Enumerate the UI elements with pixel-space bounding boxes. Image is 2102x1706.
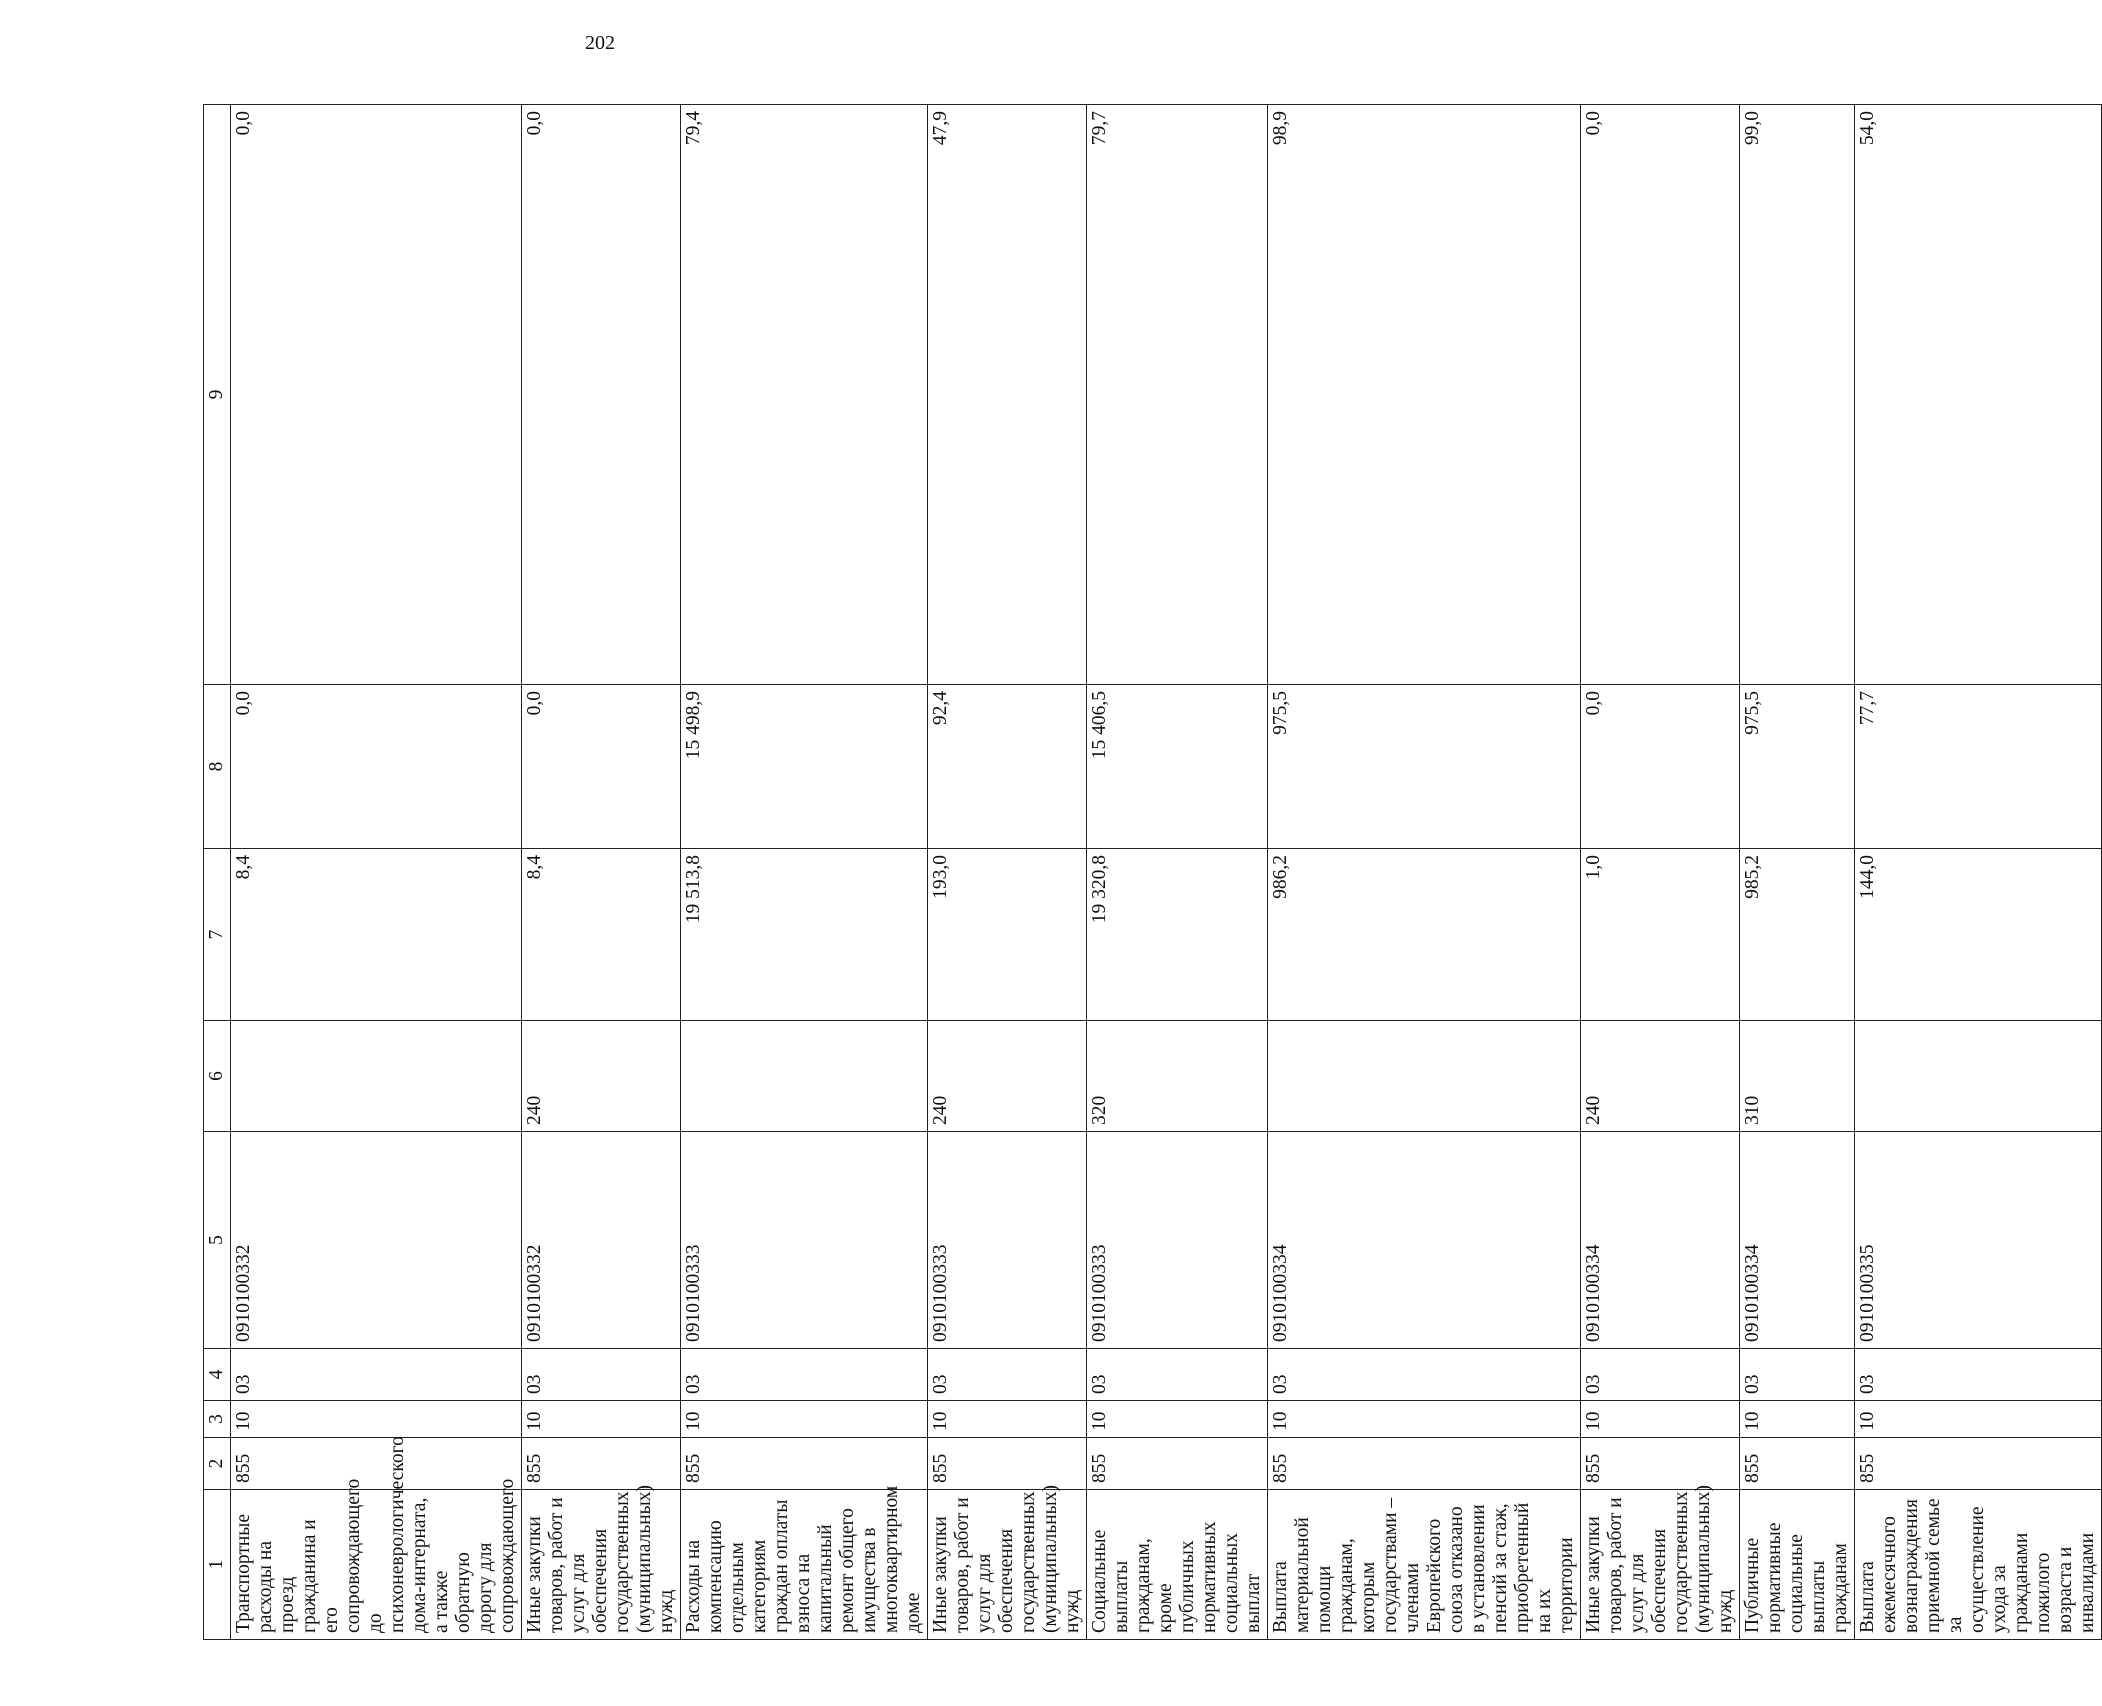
table-row [1087, 105, 1268, 1640]
table-cell-col2: 855 [1087, 1438, 1268, 1490]
table-cell-col8: 975,5 [1740, 685, 1855, 849]
table-cell-col5: 0910100334 [1581, 1132, 1740, 1349]
column-header: 5 [204, 1132, 231, 1349]
table-cell-col5: 0910100332 [522, 1132, 681, 1349]
table-cell-col7: 19 513,8 [681, 849, 928, 1021]
table-header-row [204, 105, 231, 1640]
table-cell-col4: 03 [928, 1349, 1087, 1401]
table-cell-col8: 0,0 [231, 685, 522, 849]
table-cell-col3: 10 [1740, 1401, 1855, 1438]
table-cell-col4: 03 [522, 1349, 681, 1401]
table-row [1581, 105, 1740, 1640]
table-cell-col6 [1268, 1021, 1581, 1132]
column-header: 9 [204, 105, 231, 685]
table-cell-col1: Иные закупки товаров, работ и услуг для обеспечения государственных (муниципальных) нужд [1581, 1490, 1740, 1640]
column-header: 8 [204, 685, 231, 849]
table-cell-col7: 985,2 [1740, 849, 1855, 1021]
table-row [522, 105, 681, 1640]
table-cell-col2: 855 [1740, 1438, 1855, 1490]
table-cell-col6 [1855, 1021, 2102, 1132]
table-cell-col4: 03 [681, 1349, 928, 1401]
table-cell-col9: 0,0 [231, 105, 522, 685]
table-cell-col6: 240 [1581, 1021, 1740, 1132]
table-cell-col2: 855 [1268, 1438, 1581, 1490]
table-cell-col8: 15 406,5 [1087, 685, 1268, 849]
table-cell-col7: 19 320,8 [1087, 849, 1268, 1021]
budget-table [203, 104, 2102, 1640]
column-header: 2 [204, 1438, 231, 1490]
table-cell-col1: Иные закупки товаров, работ и услуг для обеспечения государственных (муниципальных) нужд [522, 1490, 681, 1640]
table-cell-col7: 193,0 [928, 849, 1087, 1021]
column-header: 6 [204, 1021, 231, 1132]
table-cell-col3: 10 [522, 1401, 681, 1438]
table-cell-col8: 92,4 [928, 685, 1087, 849]
table-cell-col7: 144,0 [1855, 849, 2102, 1021]
table-cell-col9: 79,7 [1087, 105, 1268, 685]
table-cell-col7: 8,4 [522, 849, 681, 1021]
table-cell-col1: Транспортные расходы на проезд гражданина и его сопровождающего до психоневрологического дома-интерната, а также обратную дорогу для сопровождающего [231, 1490, 522, 1640]
column-header: 4 [204, 1349, 231, 1401]
table-row [231, 105, 522, 1640]
table-cell-col4: 03 [1268, 1349, 1581, 1401]
page-number: 202 [585, 32, 615, 54]
table-cell-col8: 975,5 [1268, 685, 1581, 849]
table-cell-col8: 15 498,9 [681, 685, 928, 849]
table-cell-col5: 0910100334 [1740, 1132, 1855, 1349]
table-cell-col5: 0910100332 [231, 1132, 522, 1349]
table-cell-col3: 10 [1581, 1401, 1740, 1438]
table-cell-col6 [681, 1021, 928, 1132]
table-cell-col1: Выплата ежемесячного вознаграждения приемной семье за осуществление ухода за гражданами пожилого возраста и инвалидами [1855, 1490, 2102, 1640]
table-cell-col1: Выплата материальной помощи гражданам, которым государствами – членами Европейского союза отказано в установлении пенсий за стаж, приобретенный на их территории [1268, 1490, 1581, 1640]
table-cell-col9: 0,0 [1581, 105, 1740, 685]
table-cell-col7: 8,4 [231, 849, 522, 1021]
table-cell-col2: 855 [928, 1438, 1087, 1490]
table-cell-col2: 855 [231, 1438, 522, 1490]
column-header: 1 [204, 1490, 231, 1640]
table-cell-col3: 10 [1855, 1401, 2102, 1438]
table-cell-col3: 10 [1268, 1401, 1581, 1438]
table-cell-col2: 855 [522, 1438, 681, 1490]
table-row [681, 105, 928, 1640]
table-cell-col3: 10 [928, 1401, 1087, 1438]
table-cell-col7: 986,2 [1268, 849, 1581, 1021]
table-cell-col2: 855 [1855, 1438, 2102, 1490]
table-cell-col1: Публичные нормативные социальные выплаты гражданам [1740, 1490, 1855, 1640]
table-cell-col9: 98,9 [1268, 105, 1581, 685]
table-cell-col2: 855 [681, 1438, 928, 1490]
table-cell-col7: 1,0 [1581, 849, 1740, 1021]
table-cell-col6: 240 [928, 1021, 1087, 1132]
table-cell-col5: 0910100334 [1268, 1132, 1581, 1349]
table-cell-col6 [231, 1021, 522, 1132]
rotated-table-container [203, 105, 2098, 1640]
column-header: 7 [204, 849, 231, 1021]
table-cell-col4: 03 [1740, 1349, 1855, 1401]
table-row [928, 105, 1087, 1640]
table-cell-col8: 0,0 [522, 685, 681, 849]
table-cell-col5: 0910100333 [1087, 1132, 1268, 1349]
table-cell-col9: 99,0 [1740, 105, 1855, 685]
table-cell-col8: 77,7 [1855, 685, 2102, 849]
table-cell-col4: 03 [1087, 1349, 1268, 1401]
table-cell-col6: 310 [1740, 1021, 1855, 1132]
table-cell-col3: 10 [681, 1401, 928, 1438]
table-row [1268, 105, 1581, 1640]
table-cell-col3: 10 [1087, 1401, 1268, 1438]
table-cell-col2: 855 [1581, 1438, 1740, 1490]
table-cell-col5: 0910100335 [1855, 1132, 2102, 1349]
table-cell-col9: 54,0 [1855, 105, 2102, 685]
table-cell-col9: 47,9 [928, 105, 1087, 685]
column-header: 3 [204, 1401, 231, 1438]
table-cell-col5: 0910100333 [681, 1132, 928, 1349]
table-cell-col1: Социальные выплаты гражданам, кроме публичных нормативных социальных выплат [1087, 1490, 1268, 1640]
table-cell-col1: Расходы на компенсацию отдельным категориям граждан оплаты взноса на капитальный ремонт общего имущества в многоквартирном доме [681, 1490, 928, 1640]
table-row [1740, 105, 1855, 1640]
table-cell-col6: 240 [522, 1021, 681, 1132]
table-cell-col4: 03 [1855, 1349, 2102, 1401]
table-cell-col4: 03 [1581, 1349, 1740, 1401]
table-cell-col1: Иные закупки товаров, работ и услуг для обеспечения государственных (муниципальных) нужд [928, 1490, 1087, 1640]
table-row [1855, 105, 2102, 1640]
table-cell-col9: 0,0 [522, 105, 681, 685]
table-cell-col3: 10 [231, 1401, 522, 1438]
table-cell-col8: 0,0 [1581, 685, 1740, 849]
table-cell-col9: 79,4 [681, 105, 928, 685]
table-cell-col6: 320 [1087, 1021, 1268, 1132]
table-cell-col5: 0910100333 [928, 1132, 1087, 1349]
table-cell-col4: 03 [231, 1349, 522, 1401]
